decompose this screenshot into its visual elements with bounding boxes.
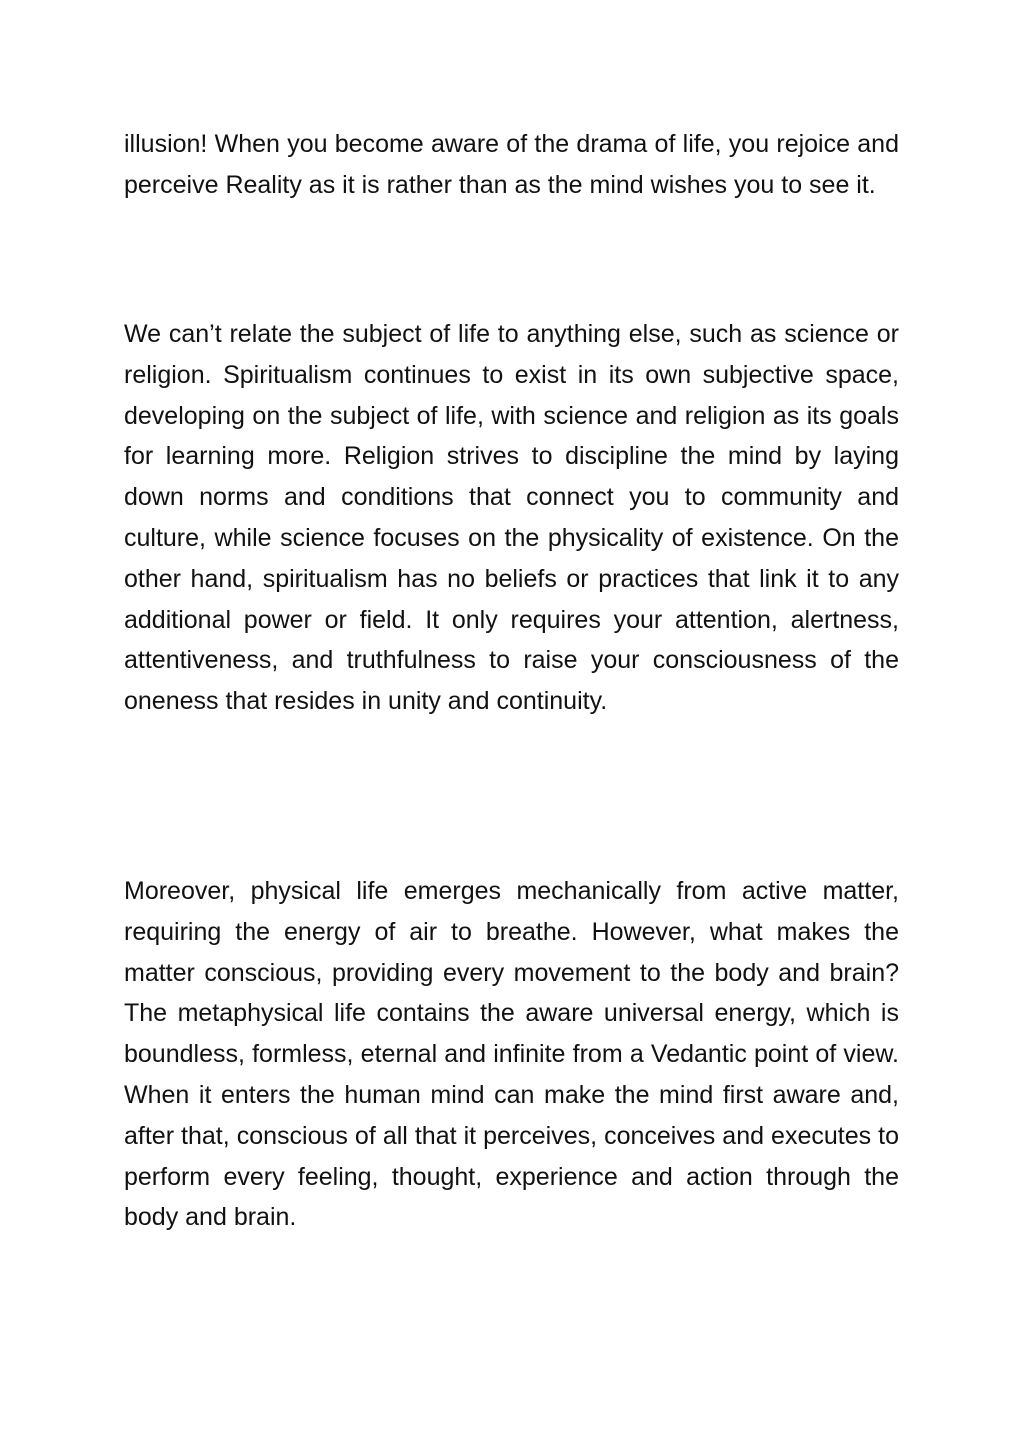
paragraph-2: We can’t relate the subject of life to anything else, such as science or religion. Spiritualism continues to exist in its own subjective space, developing on the subject of life, with science and religion as its goals for learning more. Religion strives to discipline the mind by laying down norms and conditions that connect you to community and culture, while science focuses on the physicality of existence. On the other hand, spiritualism has no beliefs or practices that link it to any additional power or field. It only requires your attention, alertness, attentiveness, and truthfulness to raise your consciousness of the oneness that resides in unity and continuity. — [124, 320, 899, 716]
paragraph-1: illusion! When you become aware of the drama of life, you rejoice and perceive Reality as it is rather than as the mind wishes you to see it. — [124, 130, 899, 199]
paragraph-3: Moreover, physical life emerges mechanically from active matter, requiring the energy of air to breathe. However, what makes the matter conscious, providing every movement to the body and brain? The metaphysical life contains the aware universal energy, which is boundless, formless, eternal and infinite from a Vedantic point of view. When it enters the human mind can make the mind first aware and, after that, conscious of all that it perceives, conceives and executes to perform every feeling, thought, experience and action through the body and brain. — [124, 877, 899, 1232]
